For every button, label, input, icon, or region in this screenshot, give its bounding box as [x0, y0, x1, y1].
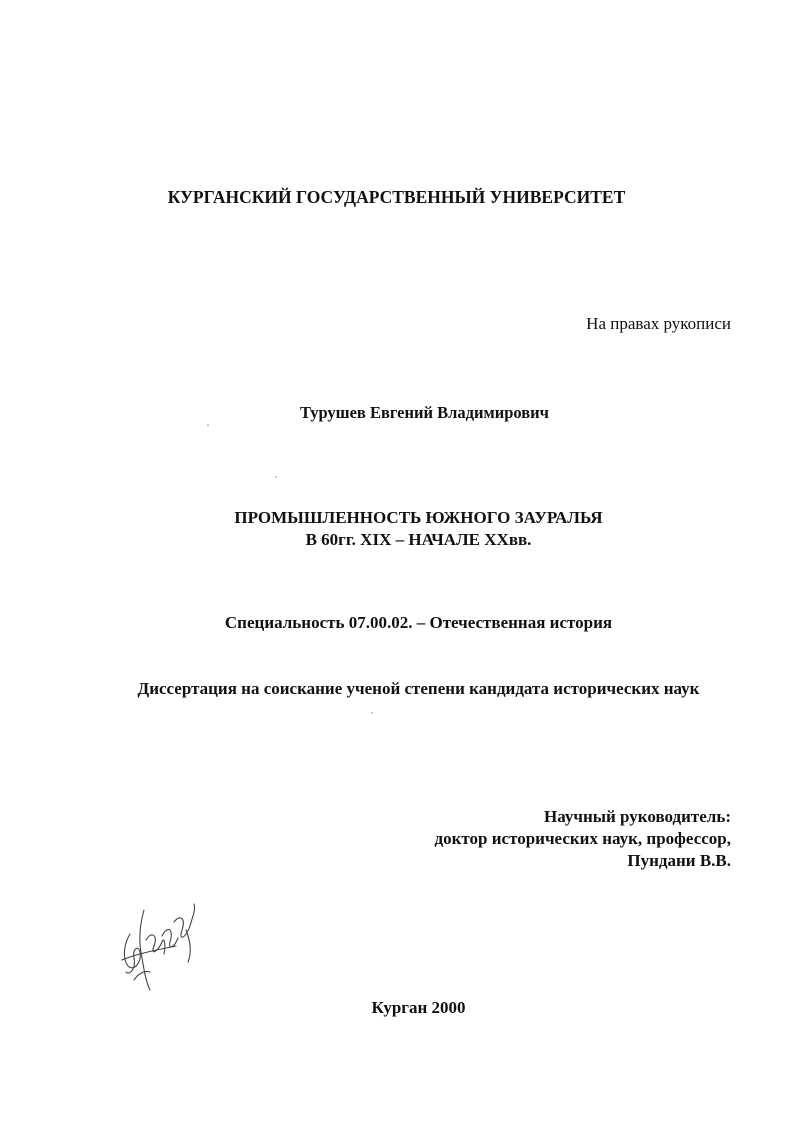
thesis-title-line1: ПРОМЫШЛЕННОСТЬ ЮЖНОГО ЗАУРАЛЬЯ	[234, 508, 603, 527]
university-name: КУРГАНСКИЙ ГОСУДАРСТВЕННЫЙ УНИВЕРСИТЕТ	[167, 187, 626, 207]
specialty: Специальность 07.00.02. – Отечественная история	[224, 613, 613, 632]
handwritten-signature	[116, 900, 206, 995]
manuscript-note: На правах рукописи	[586, 314, 731, 333]
scan-speck	[275, 476, 277, 478]
supervisor-label: Научный руководитель:	[544, 807, 731, 826]
city-year: Курган 2000	[371, 998, 466, 1017]
supervisor-name: Пундани В.В.	[627, 851, 731, 870]
scan-speck	[371, 712, 373, 714]
supervisor-credentials: доктор исторических наук, профессор,	[434, 829, 731, 848]
thesis-title-line2: В 60гг. XIX – НАЧАЛЕ XXвв.	[305, 530, 532, 549]
author-name: Турушев Евгений Владимирович	[300, 403, 549, 422]
supervisor-block	[435, 806, 731, 872]
degree-statement: Диссертация на соискание ученой степени кандидата исторических наук	[137, 679, 700, 698]
scan-speck	[207, 424, 209, 426]
